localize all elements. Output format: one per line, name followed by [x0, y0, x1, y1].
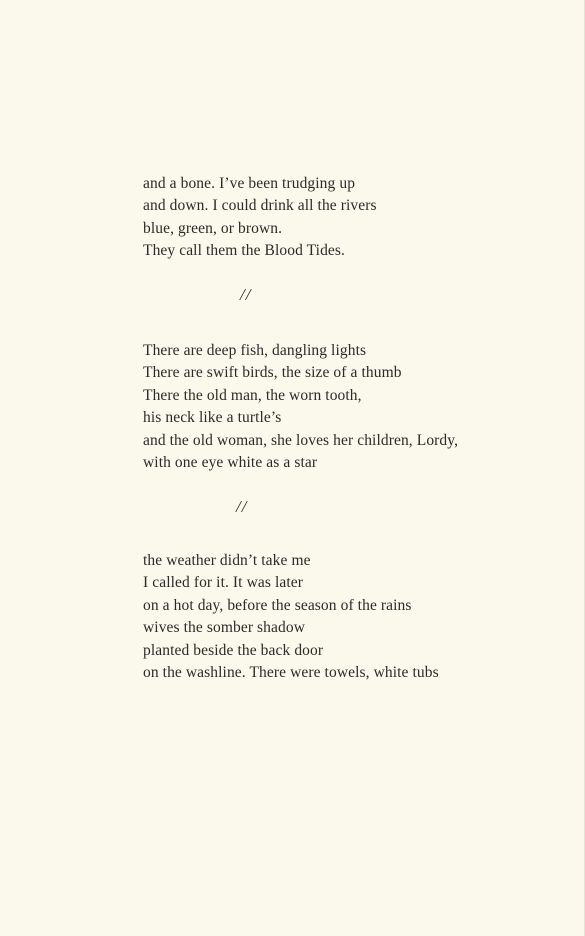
poem-line: on the washline. There were towels, white tubs: [143, 663, 439, 681]
poem-line: They call them the Blood Tides.: [143, 242, 346, 260]
poem-line: There are deep fish, dangling lights: [143, 342, 367, 359]
poem-line: blue, green, or brown.: [143, 219, 283, 237]
poem-line: and down. I could drink all the rivers: [143, 197, 377, 215]
section-divider: //: [240, 285, 252, 304]
poem-line: his neck like a turtle’s: [143, 409, 282, 427]
poem-line: the weather didn’t take me: [143, 552, 311, 569]
stanza-1: [143, 173, 377, 263]
section-divider: //: [236, 497, 248, 516]
poem-line: on a hot day, before the season of the rains: [143, 596, 412, 614]
poem-line: with one eye white as a star: [143, 453, 318, 471]
poem-line: and a bone. I’ve been trudging up: [143, 175, 356, 192]
poem-line: There are swift birds, the size of a thumb: [143, 364, 402, 382]
poem-line: wives the somber shadow: [143, 619, 306, 637]
stanza-3: [143, 550, 439, 684]
poem-line: planted beside the back door: [143, 641, 324, 659]
stanza-2: [143, 340, 458, 474]
poem-line: and the old woman, she loves her children, Lordy,: [143, 431, 459, 449]
poem-line: There the old man, the worn tooth,: [143, 386, 362, 404]
poem-line: I called for it. It was later: [143, 574, 303, 592]
